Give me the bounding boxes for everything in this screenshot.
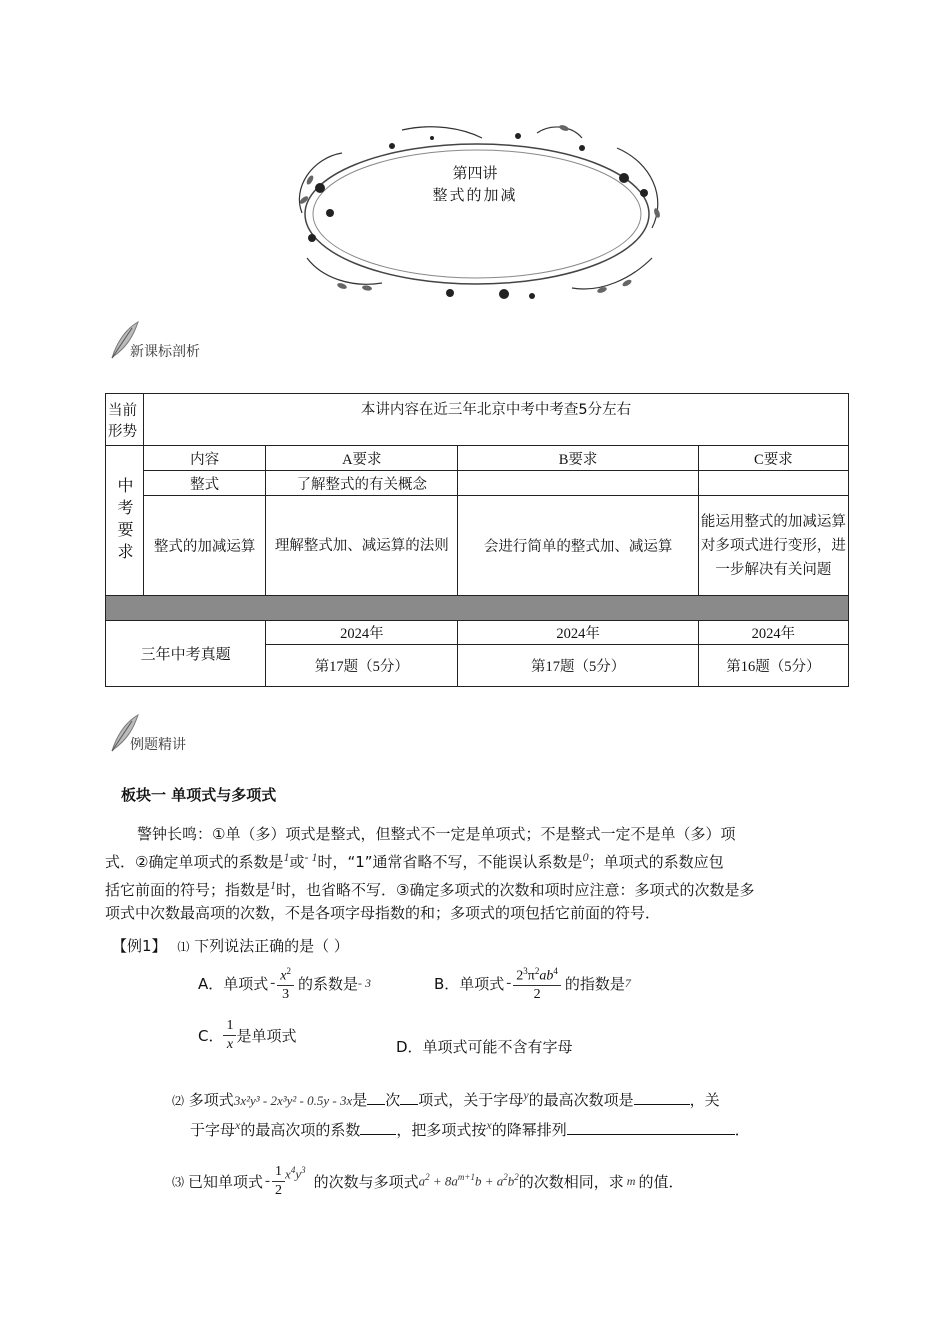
table-cell: 整式的加减运算	[144, 496, 266, 596]
exam-year: 2024年	[458, 621, 698, 645]
exam-item: 第17题（5分）	[266, 645, 458, 687]
requirements-label: 中考要求	[106, 446, 144, 596]
question-2: ⑵ 多项式3x²y³ - 2x³y² - 0.5y - 3x是 次 项式，关于字母$^y$的最高次数项是 ，关 于字母$^x$的最高次项的系数 ，把多项式按$^x$的降幂排列 ．	[172, 1088, 750, 1139]
fraction-1-over-x: $\frac{1}{x}$	[223, 1017, 236, 1054]
exam-item: 第17题（5分）	[458, 645, 698, 687]
fraction-x2-over-3: $\frac{x^2}{3}$	[277, 962, 294, 1005]
blank[interactable]	[367, 1090, 385, 1105]
warning-line: 式．②确定单项式的系数是$^1$或$^{- 1}$时，“1”通常省略不写，不能误认系数是$^0$；单项式的系数应包	[105, 850, 724, 871]
col-header-b: B要求	[458, 446, 698, 471]
option-b: B．单项式 - $\frac{2^3\pi^2ab^4}{2}$ 的指数是 7	[434, 958, 631, 1008]
option-a: A．单项式 - $\frac{x^2}{3}$ 的系数是 - 3	[198, 958, 371, 1008]
fraction-monomial-b: $\frac{2^3\pi^2ab^4}{2}$	[513, 962, 561, 1005]
col-header-a: A要求	[266, 446, 458, 471]
warning-paragraph	[105, 823, 850, 925]
table-cell: 理解整式加、减运算的法则	[266, 496, 458, 596]
exam-year: 2024年	[266, 621, 458, 645]
warning-line: 警钟长鸣：①单（多）项式是整式，但整式不一定是单项式；不是整式一定不是单（多）项	[137, 825, 736, 843]
exam-label: 三年中考真题	[106, 621, 266, 687]
col-header-content: 内容	[144, 446, 266, 471]
lecture-number: 第四讲	[452, 164, 498, 182]
blank[interactable]	[400, 1090, 418, 1105]
fraction-1-over-2: $\frac{1}{2}$	[272, 1163, 285, 1200]
table-cell	[458, 471, 698, 496]
option-c: C． $\frac{1}{x}$ 是单项式	[198, 1017, 297, 1052]
situation-text: 本讲内容在近三年北京中考中考查5分左右	[144, 394, 849, 446]
example-label: 【例1】 ⑴ 下列说法正确的是（ ）	[112, 937, 349, 955]
blank[interactable]	[634, 1090, 690, 1105]
exam-item: 第16题（5分）	[698, 645, 848, 687]
situation-label: 当前形势	[106, 394, 144, 446]
table-cell: 会进行简单的整式加、减运算	[458, 496, 698, 596]
warning-line: 括它前面的符号；指数是$^1$时，也省略不写．③确定多项式的次数和项时应注意：多项式的次数是多	[105, 878, 755, 899]
table-cell: 整式	[144, 471, 266, 496]
table-cell: 了解整式的有关概念	[266, 471, 458, 496]
decorative-floral-frame	[282, 118, 672, 308]
warning-line: 项式中次数最高项的次数，不是各项字母指数的和；多项式的项包括它前面的符号．	[105, 904, 661, 922]
col-header-c: C要求	[698, 446, 848, 471]
divider-row	[106, 596, 849, 621]
table-cell: 能运用整式的加减运算对多项式进行变形，进一步解决有关问题	[698, 496, 848, 596]
blank[interactable]	[360, 1120, 396, 1135]
requirements-table	[105, 393, 849, 687]
section-heading-examples: 例题精讲	[130, 737, 186, 753]
polynomial-expression: $a^2 + 8a^{m+1}b + a^2b^2$	[418, 1172, 519, 1189]
lecture-title: 整式的加减	[432, 186, 518, 204]
section-heading-curriculum: 新课标剖析	[130, 344, 200, 360]
block-title: 板块一 单项式与多项式	[121, 786, 277, 804]
exam-year: 2024年	[698, 621, 848, 645]
question-3: ⑶ 已知单项式 - $\frac{1}{2}$ $x^4y^3$ 的次数与多项式 $a^2 + 8a^{m+1}b + a^2b^2$ 的次数相同，求 m 的值．	[172, 1163, 684, 1198]
blank[interactable]	[567, 1120, 735, 1135]
table-cell	[698, 471, 848, 496]
option-d: D．单项式可能不含有字母	[396, 1038, 573, 1056]
